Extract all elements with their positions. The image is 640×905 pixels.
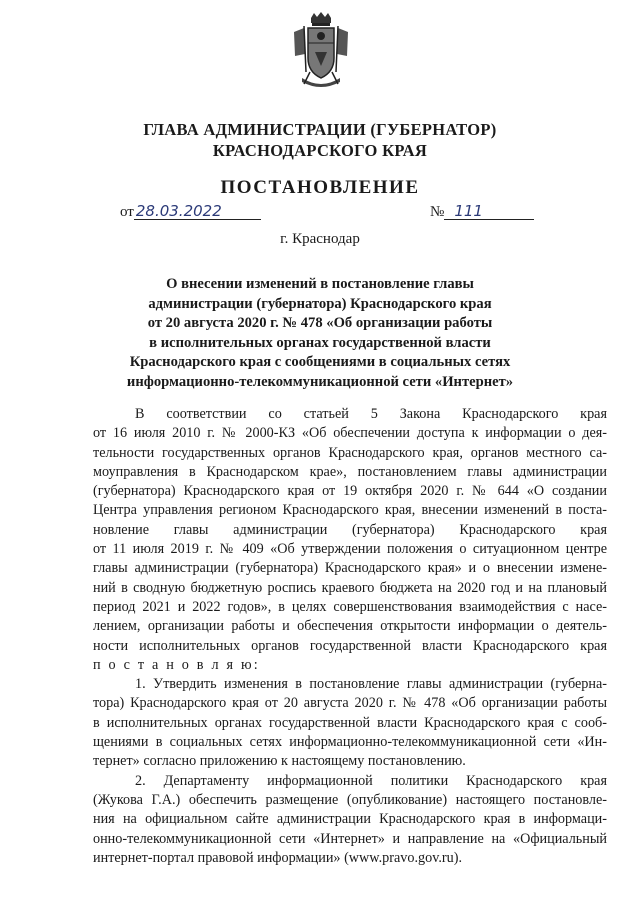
body-line: онно-телекоммуникационной сети «Интернет» и направление на «Официальный — [93, 830, 607, 847]
body-line: (Жукова Г.А.) обеспечить размещение (опубликование) настоящего постановле- — [93, 791, 607, 808]
body-line: щениями в социальных сетях информационно-телекоммуникационной сети «Ин- — [93, 734, 607, 751]
document-body — [93, 405, 607, 868]
issuer-title-line-1: ГЛАВА АДМИНИСТРАЦИИ (ГУБЕРНАТОР) — [143, 120, 497, 139]
subject-line: О внесении изменений в постановление главы — [166, 276, 474, 292]
body-line: В соответствии со статьей 5 Закона Краснодарского края — [135, 406, 607, 422]
body-line: моуправления в Краснодарском крае», постановлением главы администрации — [93, 463, 607, 480]
body-line: тора) Краснодарского края от 20 августа 2020 г. № 478 «Об организации работы — [93, 695, 607, 712]
body-line: (губернатора) Краснодарского края от 19 октября 2020 г. № 644 «О создании — [93, 483, 607, 500]
subject-line: от 20 августа 2020 г. № 478 «Об организации работы — [147, 315, 493, 331]
subject-line: в исполнительных органах государственной власти — [149, 334, 491, 351]
number-label: № — [430, 204, 445, 220]
city: г. Краснодар — [280, 231, 360, 247]
number-block — [430, 203, 534, 221]
subject-line: информационно-телекоммуникационной сети «Интернет» — [126, 373, 514, 390]
issuer-title-line-2: КРАСНОДАРСКОГО КРАЯ — [212, 141, 428, 160]
number-value: 111 — [444, 203, 534, 220]
body-line: ний в сводную бюджетную роспись краевого бюджета на 2020 год и на плановый — [93, 579, 607, 596]
subject-line: администрации (губернатора) Краснодарского края — [148, 295, 492, 312]
date-value: 28.03.2022 — [134, 203, 261, 220]
body-line: ности исполнительных органов государственной власти Краснодарского края — [93, 637, 607, 654]
date-label: от — [120, 204, 134, 220]
subject-line: Краснодарского края с сообщениями в социальных сетях — [129, 354, 511, 370]
document-type: ПОСТАНОВЛЕНИЕ — [220, 177, 420, 198]
body-line: 1. Утвердить изменения в постановление главы администрации (губерна- — [135, 676, 607, 693]
body-line-decree-word: п о с т а н о в л я ю: — [93, 656, 260, 673]
document-subject — [0, 275, 640, 392]
body-line: ния на официальном сайте администрации Краснодарского края в информаци- — [93, 811, 607, 828]
body-line: лением, организации работы и обеспечения открытости информации о деятель- — [93, 618, 607, 635]
body-line: от 11 июля 2019 г. № 409 «Об утверждении положения о ситуационном центре — [93, 541, 607, 558]
body-line: главы администрации (губернатора) Краснодарского края» и о внесении измене- — [93, 560, 607, 577]
body-line: Центра управления регионом Краснодарского края, внесении изменений в поста- — [93, 502, 607, 519]
body-line: в исполнительных органах государственной власти Краснодарского края с сооб- — [93, 714, 607, 731]
body-line: период 2021 и 2022 годов», в целях совершенствования взаимодействия с насе- — [93, 598, 607, 615]
body-line: 2. Департаменту информационной политики Краснодарского края — [135, 772, 607, 789]
coat-of-arms-icon — [290, 12, 352, 92]
body-line: тельности государственных органов Краснодарского края, органов местного са- — [93, 444, 607, 461]
date-block — [120, 203, 261, 221]
body-line: от 16 июля 2010 г. № 2000-КЗ «Об обеспечении доступа к информации о дея- — [93, 425, 607, 442]
body-line: новление главы администрации (губернатора) Краснодарского края — [93, 521, 607, 538]
body-line: тернет» согласно приложению к настоящему постановлению. — [93, 753, 466, 770]
body-line: интернет-портал правовой информации» (www.pravo.gov.ru). — [93, 849, 462, 866]
